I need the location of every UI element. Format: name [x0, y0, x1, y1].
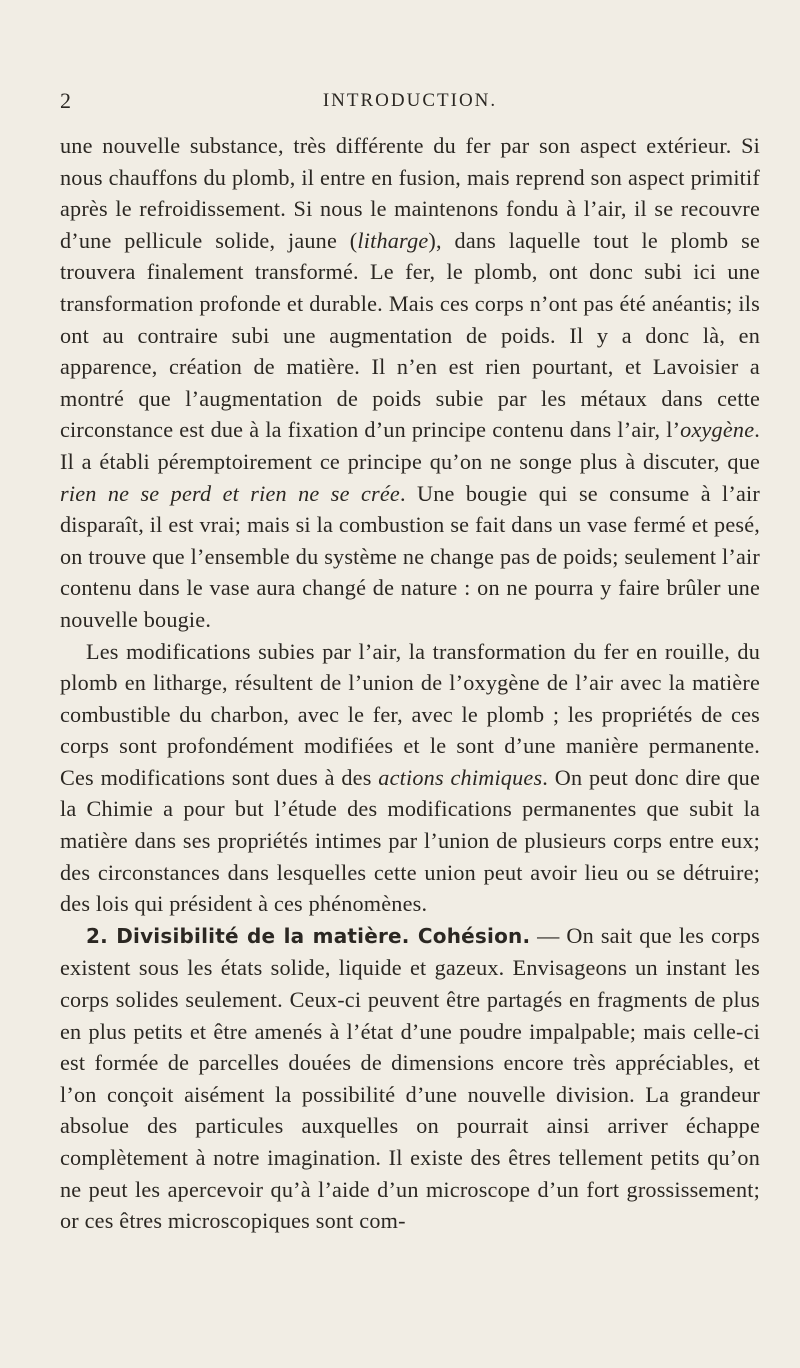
italic-term: rien ne se perd et rien ne se crée	[60, 480, 400, 506]
text-run: — On sait que les corps existent sous les états solide, liquide et gazeux. Envisageons un instant les corps solides seulement. Ceux-ci peuvent être partagés en fragments de plus en plus petits et être amenés à l’état d’une poudre impalpable; mais celle-ci est formée de parcelles douées de dimensions encore très appréciables, et l’on conçoit aisément la possibilité d’une nouvelle division. La grandeur absolue des particules auxquelles on pourrait ainsi arriver échappe complètement à notre imagination. Il existe des êtres tellement petits qu’on ne peut les apercevoir qu’à l’aide d’un microscope d’un fort grossissement; or ces êtres microscopiques sont com-	[60, 922, 761, 1234]
italic-term: actions chimiques	[378, 764, 543, 790]
text-run: ), dans laquelle tout le plomb se trouvera finalement transformé. Le fer, le plomb, ont donc subi ici une transformation profonde et durable. Mais ces corps n’ont pas été anéantis; ils ont au contraire subi une augmentation de poids. Il y a donc là, en apparence, création de matière. Il n’en est rien pourtant, et Lavoisier a montré que l’augmentation de poids subie par les métaux dans cette circonstance est due à la fixation d’un principe contenu dans l’air, l’	[60, 227, 760, 443]
text-run: . On peut donc dire que la Chimie a pour but l’étude des modifications permanentes que subit la matière dans ses propriétés intimes par l’union de plusieurs corps entre eux; des circonstances dans lesquelles cette union peut avoir lieu ou se détruire; des lois qui président à ces phénomènes.	[60, 764, 761, 917]
page-number: 2	[60, 88, 71, 113]
text-run: Les modifications subies par l’air, la transformation du fer en rouille, du plomb en litharge, résultent de l’union de l’oxygène de l’air avec la matière combustible du charbon, avec le fer, avec le plomb ; les propriétés de ces corps sont profondément modifiées et le sont d’une manière permanente. Ces modifications sont dues à des	[60, 638, 760, 790]
paragraph-3	[60, 920, 760, 1237]
italic-term: oxygène	[680, 417, 755, 443]
text-run: . Il a établi péremptoirement ce principe qu’on ne songe plus à discuter, que	[60, 417, 760, 474]
text-run: . Une bougie qui se consume à l’air disparaît, il est vrai; mais si la combustion se fait dans un vase fermé et pesé, on trouve que l’ensemble du système ne change pas de poids; seulement l’air contenu dans le vase aura changé de nature : on ne pourra y faire brûler une nouvelle bougie.	[60, 480, 761, 632]
page-header	[60, 88, 760, 116]
paragraph-2	[60, 636, 760, 920]
text-run: une nouvelle substance, très différente du fer par son aspect extérieur. Si nous chauffons du plomb, il entre en fusion, mais reprend son aspect primitif après le refroidissement. Si nous le maintenons fondu à l’air, il se recouvre d’une pellicule solide, jaune (	[60, 133, 760, 253]
paragraph-1	[60, 130, 760, 636]
section-title: 2. Divisibilité de la matière. Cohésion.	[86, 923, 531, 948]
body-text	[60, 130, 760, 1237]
italic-term: litharge	[357, 227, 429, 253]
running-title: INTRODUCTION.	[322, 90, 498, 111]
